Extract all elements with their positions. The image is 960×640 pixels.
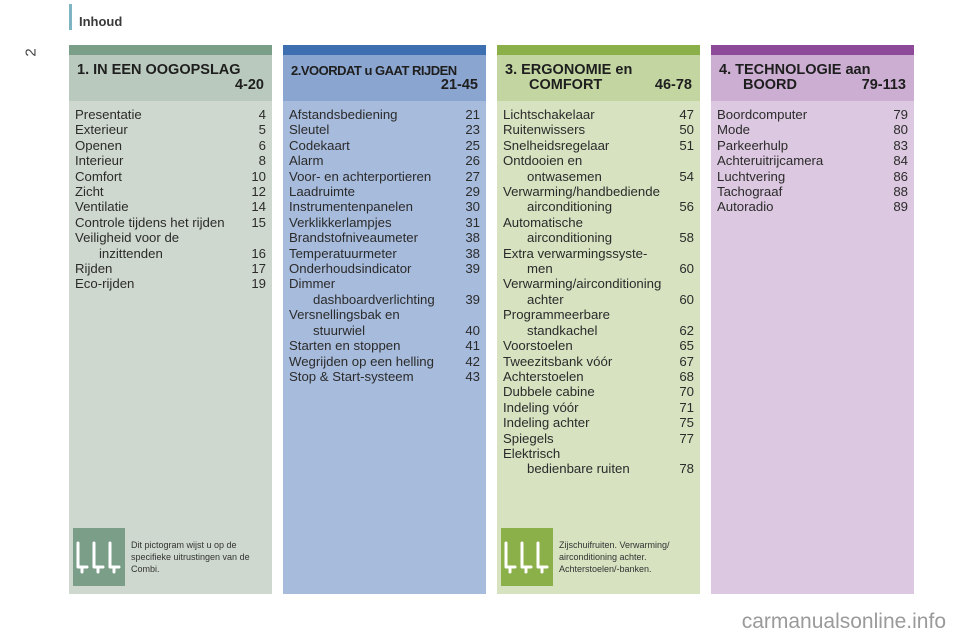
toc-entry [717, 184, 908, 199]
toc-entry-page: 5 [258, 122, 266, 138]
toc-entry [289, 169, 480, 184]
toc-entry-label: Verklikkerlampjes [289, 214, 392, 230]
toc-entry [289, 369, 480, 384]
toc-entry-label: Parkeerhulp [717, 137, 789, 153]
toc-entry-page: 15 [251, 214, 266, 230]
toc-entry-label: Instrumentenpanelen [289, 199, 413, 215]
section-3-note-text: Zijschuifruiten. Verwarming/ airconditioning achter. Achterstoelen/-banken. [559, 540, 670, 574]
toc-entry-label: Mode [717, 122, 750, 138]
toc-entry-label: Voorstoelen [503, 338, 573, 354]
toc-entry-label: dashboardverlichting [313, 291, 435, 307]
toc-entry-label: Indeling achter [503, 415, 590, 431]
toc-entry-label: standkachel [527, 322, 598, 338]
toc-entry-label: Stop & Start-systeem [289, 368, 414, 384]
toc-entry-label: Achteruitrijcamera [717, 153, 824, 169]
toc-entry-label: Verwarming/handbediende [503, 184, 660, 200]
toc-entry [503, 384, 694, 399]
toc-entry-page: 21 [465, 107, 480, 122]
toc-entry-page: 54 [679, 168, 694, 184]
section-3-stripe [497, 45, 700, 55]
toc-entry-label: Starten en stoppen [289, 338, 401, 354]
toc-entry-page: 16 [251, 245, 266, 261]
toc-entry-label: Boordcomputer [717, 107, 808, 122]
toc-entry [289, 138, 480, 153]
toc-entry-page: 68 [679, 368, 694, 384]
toc-entry [717, 122, 908, 137]
toc-entry-page: 86 [893, 168, 908, 184]
toc-entry [503, 415, 694, 430]
toc-entry-label: inzittenden [99, 245, 163, 261]
toc-entry-page: 60 [679, 291, 694, 307]
toc-entry-page: 80 [893, 122, 908, 138]
toc-entry [289, 261, 480, 276]
toc-entry [75, 246, 266, 261]
toc-entry-label: Elektrisch [503, 445, 561, 461]
toc-entry-page: 6 [258, 137, 266, 153]
toc-entry [503, 276, 694, 291]
toc-entry-label: Ruitenwissers [503, 122, 586, 138]
toc-entry-page: 39 [465, 261, 480, 277]
page-title: Inhoud [79, 14, 123, 29]
toc-entry [503, 261, 694, 276]
section-4-column [711, 45, 914, 594]
toc-entry [503, 338, 694, 353]
toc-entry [503, 199, 694, 214]
toc-entry-page: 84 [893, 153, 908, 169]
section-4-entries [711, 101, 914, 215]
section-1-title [69, 55, 272, 101]
toc-entry-page: 47 [679, 107, 694, 122]
toc-entry-label: Dimmer [289, 276, 336, 292]
toc-entry-page: 70 [679, 384, 694, 400]
toc-entry-page: 8 [258, 153, 266, 169]
toc-entry [717, 138, 908, 153]
toc-entry [75, 122, 266, 137]
toc-entry-label: achter [527, 291, 564, 307]
section-3-entries [497, 101, 700, 477]
toc-entry-page: 4 [258, 107, 266, 122]
toc-entry [503, 215, 694, 230]
toc-entry-page: 51 [679, 137, 694, 153]
toc-entry-label: Afstandsbediening [289, 107, 398, 122]
toc-entry-label: ontwasemen [527, 168, 602, 184]
toc-entry [75, 230, 266, 245]
toc-entry-page: 71 [679, 399, 694, 415]
toc-entry-label: airconditioning [527, 230, 613, 246]
toc-entry-page: 43 [465, 368, 480, 384]
toc-entry [503, 184, 694, 199]
toc-entry [289, 122, 480, 137]
section-3-title-range: 46-78 [654, 77, 692, 93]
toc-entry [503, 169, 694, 184]
toc-entry-page: 29 [465, 184, 480, 200]
toc-entry-label: Autoradio [717, 199, 774, 215]
toc-entry [289, 199, 480, 214]
toc-entry-label: Codekaart [289, 137, 350, 153]
section-4-title-line1: 4. TECHNOLOGIE aan [719, 62, 871, 78]
toc-entry-page: 83 [893, 137, 908, 153]
toc-entry-label: Rijden [75, 261, 113, 277]
toc-entry-page: 65 [679, 338, 694, 354]
section-1-note-text: Dit pictogram wijst u op de specifieke uitrustingen van de Combi. [131, 540, 250, 574]
toc-entry-label: Lichtschakelaar [503, 107, 595, 122]
toc-entry [289, 246, 480, 261]
toc-entry-label: Zicht [75, 184, 104, 200]
toc-entry-label: Ventilatie [75, 199, 129, 215]
toc-entry-page: 17 [251, 261, 266, 277]
toc-entry-label: Snelheidsregelaar [503, 137, 610, 153]
toc-entry-label: bedienbare ruiten [527, 461, 630, 477]
toc-entry-label: Interieur [75, 153, 124, 169]
toc-entry-page: 38 [465, 245, 480, 261]
toc-entry-page: 12 [251, 184, 266, 200]
toc-entry-label: men [527, 261, 553, 277]
toc-entry [75, 261, 266, 276]
header-accent-bar [69, 4, 72, 30]
toc-entry-label: Verwarming/airconditioning [503, 276, 662, 292]
toc-entry-page: 60 [679, 261, 694, 277]
toc-entry-label: Controle tijdens het rijden [75, 214, 225, 230]
toc-entry-label: Wegrijden op een helling [289, 353, 434, 369]
toc-entry-page: 56 [679, 199, 694, 215]
toc-entry-label: stuurwiel [313, 322, 366, 338]
toc-entry-label: Comfort [75, 168, 122, 184]
section-4-title [711, 55, 914, 101]
toc-entry-page: 78 [679, 461, 694, 477]
toc-entry [289, 184, 480, 199]
section-3-title [497, 55, 700, 101]
toc-entry [289, 276, 480, 291]
toc-entry [75, 276, 266, 291]
toc-entry-label: Versnellingsbak en [289, 307, 400, 323]
toc-entry-page: 23 [465, 122, 480, 138]
toc-entry-page: 39 [465, 291, 480, 307]
section-2-column [283, 45, 486, 594]
toc-entry [289, 307, 480, 322]
toc-entry [289, 323, 480, 338]
toc-entry [289, 338, 480, 353]
toc-entry-label: Dubbele cabine [503, 384, 595, 400]
toc-entry [75, 184, 266, 199]
toc-entry [289, 215, 480, 230]
toc-entry-label: Sleutel [289, 122, 330, 138]
toc-entry-page: 75 [679, 415, 694, 431]
toc-entry-label: airconditioning [527, 199, 613, 215]
section-1-stripe [69, 45, 272, 55]
toc-entry-label: Laadruimte [289, 184, 355, 200]
toc-entry-label: Tachograaf [717, 184, 783, 200]
seats-icon [501, 528, 553, 586]
toc-entry [289, 153, 480, 168]
page-number: 2 [22, 48, 40, 57]
section-1-note [73, 528, 268, 586]
toc-entry [717, 199, 908, 214]
toc-entry-label: Luchtvering [717, 168, 786, 184]
toc-entry-page: 58 [679, 230, 694, 246]
toc-entry-label: Voor- en achterportieren [289, 168, 432, 184]
toc-entry-label: Openen [75, 137, 122, 153]
toc-entry [75, 169, 266, 184]
toc-entry [503, 461, 694, 476]
toc-entry [503, 354, 694, 369]
section-3-column [497, 45, 700, 594]
section-3-note [501, 528, 696, 586]
toc-entry-page: 19 [251, 276, 266, 292]
section-2-title-line1: 2.VOORDAT u GAAT RIJDEN [291, 63, 457, 78]
watermark: carmanualsonline.info [741, 610, 946, 633]
toc-entry [75, 138, 266, 153]
toc-entry-label: Ontdooien en [503, 153, 583, 169]
toc-entry-page: 42 [465, 353, 480, 369]
toc-entry [503, 292, 694, 307]
toc-entry-page: 27 [465, 168, 480, 184]
toc-entry-page: 38 [465, 230, 480, 246]
toc-entry [503, 246, 694, 261]
section-1-title-range: 4-20 [234, 77, 264, 93]
toc-entry-label: Veiligheid voor de [75, 230, 180, 246]
toc-entry-page: 41 [465, 338, 480, 354]
toc-entry-label: Extra verwarmingssyste- [503, 245, 648, 261]
section-3-title-line2: COMFORT [529, 77, 603, 93]
toc-entry [289, 230, 480, 245]
section-4-title-range: 79-113 [861, 77, 906, 93]
toc-entry-label: Temperatuurmeter [289, 245, 397, 261]
toc-entry-page: 40 [465, 322, 480, 338]
section-2-title-range: 21-45 [440, 77, 478, 93]
toc-entry-page: 88 [893, 184, 908, 200]
toc-entry-label: Indeling vóór [503, 399, 579, 415]
section-2-stripe [283, 45, 486, 55]
toc-entry [503, 323, 694, 338]
toc-entry [289, 292, 480, 307]
section-3-title-line2-wrap [505, 78, 692, 93]
toc-entry-page: 10 [251, 168, 266, 184]
toc-entry-label: Exterieur [75, 122, 128, 138]
toc-entry-page: 79 [893, 107, 908, 122]
toc-entry-page: 89 [893, 199, 908, 215]
toc-entry [717, 107, 908, 122]
toc-entry [75, 199, 266, 214]
toc-entry-label: Onderhoudsindicator [289, 261, 412, 277]
toc-entry-label: Programmeerbare [503, 307, 611, 323]
section-1-entries [69, 101, 272, 292]
toc-entry [503, 369, 694, 384]
toc-entry [503, 122, 694, 137]
toc-entry [503, 138, 694, 153]
toc-entry [503, 400, 694, 415]
toc-entry-label: Alarm [289, 153, 324, 169]
toc-entry-label: Automatische [503, 214, 583, 230]
toc-entry [503, 153, 694, 168]
toc-entry-page: 67 [679, 353, 694, 369]
section-1-column [69, 45, 272, 594]
toc-entry-page: 31 [465, 214, 480, 230]
toc-entry-page: 50 [679, 122, 694, 138]
toc-entry-label: Spiegels [503, 430, 554, 446]
toc-entry [75, 215, 266, 230]
toc-entry [717, 169, 908, 184]
toc-entry-page: 77 [679, 430, 694, 446]
toc-entry-label: Brandstofniveaumeter [289, 230, 419, 246]
toc-entry [503, 307, 694, 322]
toc-entry [503, 107, 694, 122]
section-4-title-line2-wrap [719, 78, 906, 93]
section-4-title-line2: BOORD [743, 77, 797, 93]
section-1-title-line1: 1. IN EEN OOGOPSLAG [77, 62, 241, 78]
toc-entry [289, 354, 480, 369]
toc-entry-page: 14 [251, 199, 266, 215]
toc-entry [75, 107, 266, 122]
section-2-title [283, 55, 486, 101]
toc-entry-label: Eco-rijden [75, 276, 135, 292]
toc-entry-page: 30 [465, 199, 480, 215]
section-3-title-line1: 3. ERGONOMIE en [505, 62, 633, 78]
toc-entry [717, 153, 908, 168]
toc-entry [289, 107, 480, 122]
toc-entry [503, 431, 694, 446]
toc-entry [503, 230, 694, 245]
toc-entry-label: Presentatie [75, 107, 142, 122]
toc-entry [75, 153, 266, 168]
section-4-stripe [711, 45, 914, 55]
toc-entry-page: 62 [679, 322, 694, 338]
toc-entry [503, 446, 694, 461]
toc-entry-page: 26 [465, 153, 480, 169]
toc-entry-label: Achterstoelen [503, 368, 584, 384]
toc-entry-label: Tweezitsbank vóór [503, 353, 613, 369]
section-2-entries [283, 101, 486, 384]
seats-icon [73, 528, 125, 586]
toc-entry-page: 25 [465, 137, 480, 153]
